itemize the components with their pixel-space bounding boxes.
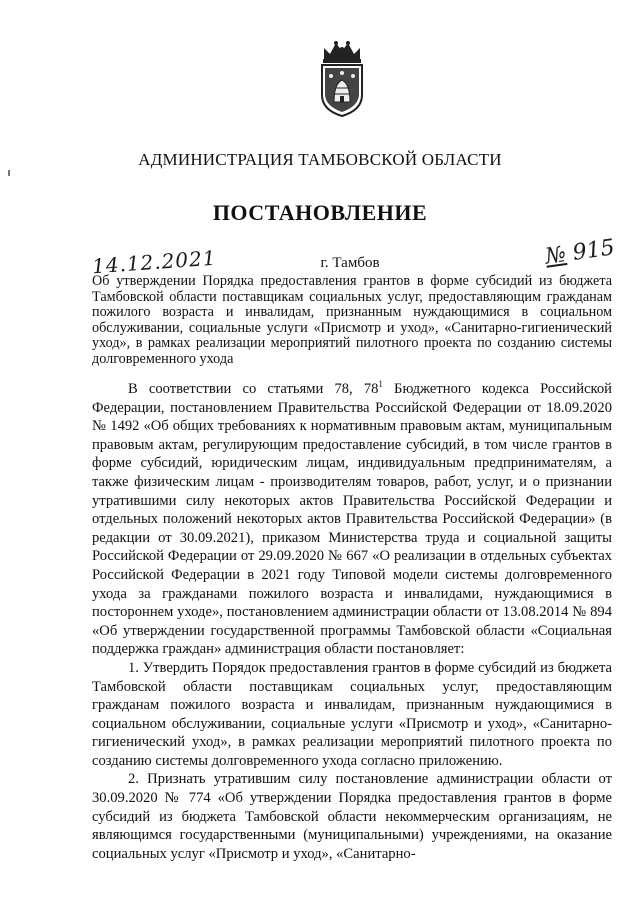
preamble-rest: Бюджетного кодекса Российской Федерации, постановлением Правительства Российской Федерации от 18.09.2020 № 1492 «Об общих требованиях к нормативным правовым актам, муниципальным правовым актам, регулирующим предоставление субсидий, в том числе грантов в форме субсидий, юридическим лицам, индивидуальным предпринимателям, а также физическим лицам - производителям товаров, работ, услуг, и о признании утратившими силу некоторых актов Правительства Российской Федерации и отдельных положений некоторых актов Правительства Российской Федерации» (в редакции от 30.09.2021), приказом Министерства труда и социальной защиты Российской Федерации от 29.09.2020 № 667 «О реализации в отдельных субъектах Российской Федерации в 2021 году Типовой модели системы долговременного ухода за гражданами пожилого возраста и инвалидами, нуждающимися в постороннем уходе», постановлением администрации области от 13.08.2014 № 894 «Об утверждении государственной программы Тамбовской области «Социальная поддержка граждан» администрация области постановляет: [92, 381, 612, 658]
paragraph-item-1: 1. Утвердить Порядок предоставления грантов в форме субсидий из бюджета Тамбовской области поставщикам социальных услуг, предоставляющим гражданам пожилого возраста и инвалидам, признанным нуждающимися в социальном обслуживании, социальные услуги «Присмотр и уход», «Санитарно-гигиенический уход», в рамках реализации мероприятий пилотного проекта по созданию системы долговременного ухода согласно приложению. [92, 659, 612, 769]
article-superscript: 1 [378, 379, 383, 390]
document-type: ПОСТАНОВЛЕНИЕ [212, 200, 428, 225]
paragraph-preamble [92, 380, 612, 659]
document-body [92, 380, 612, 863]
number-value: 915 [571, 235, 617, 266]
organization-name: АДМИНИСТРАЦИЯ ТАМБОВСКОЙ ОБЛАСТИ [138, 150, 502, 169]
number-sign: № [543, 242, 568, 270]
document-date: 14.12.2021 [91, 245, 218, 279]
tambov-coat-of-arms-icon [318, 40, 366, 118]
paragraph-item-2: 2. Признать утратившим силу постановление администрации области от 30.09.2020 № 774 «Об утверждении Порядка предоставления грантов в форме субсидий из бюджета Тамбовской области некоммерческим организациям, не являющимся государственными (муниципальными) учреждениями, на оказание социальных услуг «Присмотр и уход», «Санитарно- [92, 771, 612, 862]
document-subject: Об утверждении Порядка предоставления грантов в форме субсидий из бюджета Тамбовской области поставщикам социальных услуг, предоставляющим гражданам пожилого возраста и инвалидам, признанным нуждающимися в социальном обслуживании, социальные услуги «Присмотр и уход», «Санитарно-гигиенический уход», в рамках реализации мероприятий пилотного проекта по созданию системы долговременного ухода [92, 273, 612, 367]
document-city: г. Тамбов [320, 255, 380, 271]
preamble-start: В соответствии со статьями 78, 78 [128, 381, 379, 397]
scan-mark [8, 170, 10, 176]
